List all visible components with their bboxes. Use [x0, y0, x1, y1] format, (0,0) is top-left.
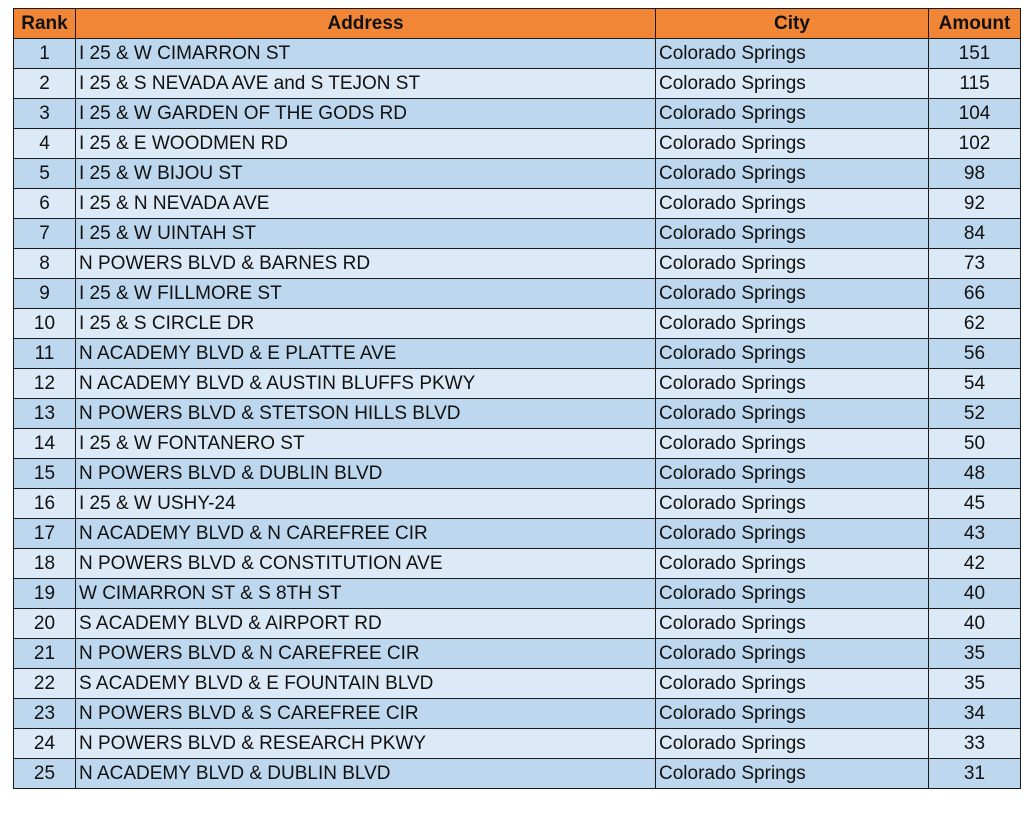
table-row — [14, 309, 1021, 339]
city-cell: Colorado Springs — [656, 579, 929, 609]
table-row — [14, 639, 1021, 669]
city-cell: Colorado Springs — [656, 369, 929, 399]
address-cell: I 25 & W FONTANERO ST — [76, 429, 656, 459]
amount-cell: 62 — [929, 309, 1021, 339]
city-cell: Colorado Springs — [656, 309, 929, 339]
rank-cell: 25 — [14, 759, 76, 789]
amount-cell: 34 — [929, 699, 1021, 729]
table-row — [14, 519, 1021, 549]
amount-cell: 43 — [929, 519, 1021, 549]
city-cell: Colorado Springs — [656, 129, 929, 159]
address-cell: W CIMARRON ST & S 8TH ST — [76, 579, 656, 609]
city-cell: Colorado Springs — [656, 279, 929, 309]
rank-cell: 10 — [14, 309, 76, 339]
amount-cell: 73 — [929, 249, 1021, 279]
address-cell: I 25 & W BIJOU ST — [76, 159, 656, 189]
rank-cell: 4 — [14, 129, 76, 159]
amount-cell: 50 — [929, 429, 1021, 459]
rank-cell: 11 — [14, 339, 76, 369]
city-cell: Colorado Springs — [656, 729, 929, 759]
address-cell: I 25 & W GARDEN OF THE GODS RD — [76, 99, 656, 129]
amount-cell: 33 — [929, 729, 1021, 759]
table-row — [14, 129, 1021, 159]
amount-cell: 151 — [929, 39, 1021, 69]
address-cell: I 25 & W USHY-24 — [76, 489, 656, 519]
address-cell: N POWERS BLVD & S CAREFREE CIR — [76, 699, 656, 729]
table-row — [14, 429, 1021, 459]
address-header: Address — [76, 9, 656, 39]
city-cell: Colorado Springs — [656, 519, 929, 549]
rank-cell: 16 — [14, 489, 76, 519]
rank-cell: 21 — [14, 639, 76, 669]
city-cell: Colorado Springs — [656, 249, 929, 279]
address-cell: N POWERS BLVD & DUBLIN BLVD — [76, 459, 656, 489]
address-cell: N POWERS BLVD & N CAREFREE CIR — [76, 639, 656, 669]
city-cell: Colorado Springs — [656, 69, 929, 99]
rank-cell: 1 — [14, 39, 76, 69]
address-cell: I 25 & W UINTAH ST — [76, 219, 656, 249]
amount-header: Amount — [929, 9, 1021, 39]
rank-cell: 5 — [14, 159, 76, 189]
address-cell: N POWERS BLVD & CONSTITUTION AVE — [76, 549, 656, 579]
address-cell: N POWERS BLVD & BARNES RD — [76, 249, 656, 279]
amount-cell: 84 — [929, 219, 1021, 249]
city-cell: Colorado Springs — [656, 399, 929, 429]
address-cell: S ACADEMY BLVD & E FOUNTAIN BLVD — [76, 669, 656, 699]
amount-cell: 40 — [929, 579, 1021, 609]
rank-cell: 9 — [14, 279, 76, 309]
city-cell: Colorado Springs — [656, 639, 929, 669]
amount-cell: 52 — [929, 399, 1021, 429]
address-cell: N ACADEMY BLVD & AUSTIN BLUFFS PKWY — [76, 369, 656, 399]
amount-cell: 66 — [929, 279, 1021, 309]
rank-cell: 22 — [14, 669, 76, 699]
table-row — [14, 729, 1021, 759]
amount-cell: 104 — [929, 99, 1021, 129]
rank-header: Rank — [14, 9, 76, 39]
amount-cell: 42 — [929, 549, 1021, 579]
address-cell: I 25 & E WOODMEN RD — [76, 129, 656, 159]
rank-cell: 12 — [14, 369, 76, 399]
city-cell: Colorado Springs — [656, 459, 929, 489]
city-cell: Colorado Springs — [656, 609, 929, 639]
table-row — [14, 339, 1021, 369]
table-row — [14, 159, 1021, 189]
city-cell: Colorado Springs — [656, 159, 929, 189]
table-row — [14, 759, 1021, 789]
city-cell: Colorado Springs — [656, 759, 929, 789]
amount-cell: 102 — [929, 129, 1021, 159]
amount-cell: 35 — [929, 639, 1021, 669]
rank-cell: 17 — [14, 519, 76, 549]
table-row — [14, 399, 1021, 429]
table-row — [14, 279, 1021, 309]
rank-cell: 23 — [14, 699, 76, 729]
table-row — [14, 39, 1021, 69]
amount-cell: 45 — [929, 489, 1021, 519]
table-row — [14, 189, 1021, 219]
amount-cell: 31 — [929, 759, 1021, 789]
address-cell: I 25 & S CIRCLE DR — [76, 309, 656, 339]
amount-cell: 92 — [929, 189, 1021, 219]
rank-cell: 20 — [14, 609, 76, 639]
amount-cell: 48 — [929, 459, 1021, 489]
rank-cell: 24 — [14, 729, 76, 759]
amount-cell: 98 — [929, 159, 1021, 189]
table-row — [14, 249, 1021, 279]
table-body — [14, 39, 1021, 789]
city-cell: Colorado Springs — [656, 219, 929, 249]
rank-cell: 3 — [14, 99, 76, 129]
address-cell: I 25 & W CIMARRON ST — [76, 39, 656, 69]
address-cell: S ACADEMY BLVD & AIRPORT RD — [76, 609, 656, 639]
city-cell: Colorado Springs — [656, 39, 929, 69]
header-row — [14, 9, 1021, 39]
amount-cell: 54 — [929, 369, 1021, 399]
rank-cell: 6 — [14, 189, 76, 219]
rank-cell: 7 — [14, 219, 76, 249]
amount-cell: 115 — [929, 69, 1021, 99]
table-row — [14, 99, 1021, 129]
table-row — [14, 69, 1021, 99]
rank-cell: 13 — [14, 399, 76, 429]
table-row — [14, 459, 1021, 489]
amount-cell: 56 — [929, 339, 1021, 369]
city-cell: Colorado Springs — [656, 339, 929, 369]
ranking-table — [13, 8, 1021, 789]
rank-cell: 18 — [14, 549, 76, 579]
table-row — [14, 669, 1021, 699]
amount-cell: 40 — [929, 609, 1021, 639]
city-cell: Colorado Springs — [656, 429, 929, 459]
table-row — [14, 579, 1021, 609]
address-cell: N POWERS BLVD & RESEARCH PKWY — [76, 729, 656, 759]
address-cell: N ACADEMY BLVD & E PLATTE AVE — [76, 339, 656, 369]
rank-cell: 2 — [14, 69, 76, 99]
city-header: City — [656, 9, 929, 39]
city-cell: Colorado Springs — [656, 189, 929, 219]
city-cell: Colorado Springs — [656, 549, 929, 579]
address-cell: I 25 & N NEVADA AVE — [76, 189, 656, 219]
city-cell: Colorado Springs — [656, 489, 929, 519]
rank-cell: 8 — [14, 249, 76, 279]
rank-cell: 14 — [14, 429, 76, 459]
address-cell: I 25 & W FILLMORE ST — [76, 279, 656, 309]
address-cell: N ACADEMY BLVD & DUBLIN BLVD — [76, 759, 656, 789]
table-row — [14, 699, 1021, 729]
rank-cell: 15 — [14, 459, 76, 489]
amount-cell: 35 — [929, 669, 1021, 699]
city-cell: Colorado Springs — [656, 669, 929, 699]
address-cell: I 25 & S NEVADA AVE and S TEJON ST — [76, 69, 656, 99]
table-row — [14, 219, 1021, 249]
city-cell: Colorado Springs — [656, 699, 929, 729]
table-row — [14, 369, 1021, 399]
address-cell: N ACADEMY BLVD & N CAREFREE CIR — [76, 519, 656, 549]
city-cell: Colorado Springs — [656, 99, 929, 129]
rank-cell: 19 — [14, 579, 76, 609]
address-cell: N POWERS BLVD & STETSON HILLS BLVD — [76, 399, 656, 429]
table-row — [14, 489, 1021, 519]
table-row — [14, 609, 1021, 639]
table-row — [14, 549, 1021, 579]
